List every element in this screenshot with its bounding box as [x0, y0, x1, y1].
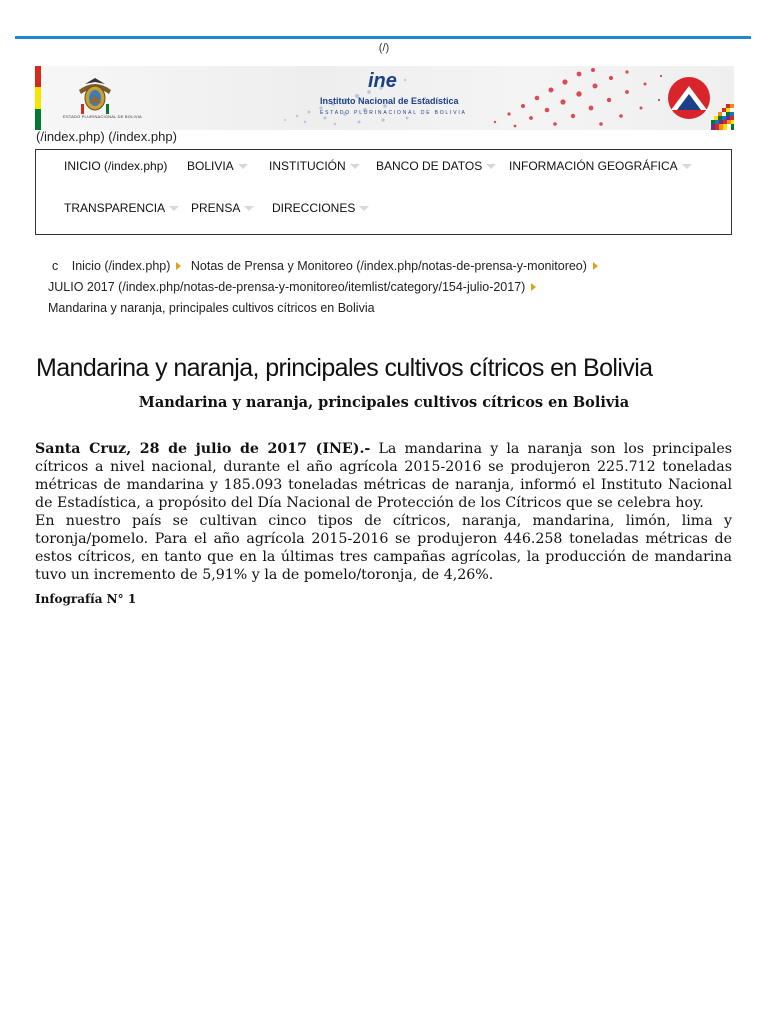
breadcrumb-item-notas[interactable]: Notas de Prensa y Monitoreo (/index.php/notas-de-prensa-y-monitoreo)	[190, 259, 587, 273]
nav-item-institucion[interactable]: INSTITUCIÓN	[269, 159, 360, 173]
nav-item-prensa[interactable]: PRENSA	[191, 201, 254, 215]
breadcrumb	[48, 256, 604, 319]
chevron-down-icon	[350, 164, 360, 169]
article-lead-text: La mandarina y la naranja son los principales cítricos a nivel nacional, durante el año agrícola 2015-2016 se produjeron 225.712 toneladas métricas de mandarina y 185.093 toneladas métricas de naranja, informó el Instituto Nacional de Estadística, a propósito del Día Nacional de Protección de los Cítricos que se celebra hoy.	[35, 441, 733, 511]
nav-item-bolivia[interactable]: BOLIVIA	[187, 159, 248, 173]
breadcrumb-arrow-icon	[593, 262, 598, 270]
article-title: Mandarina y naranja, principales cultivos cítricos en Bolivia	[36, 354, 653, 382]
article-lead-dateline: Santa Cruz, 28 de julio de 2017 (INE).-	[35, 441, 371, 457]
article-lead-paragraph	[35, 440, 732, 512]
chevron-down-icon	[359, 206, 369, 211]
ine-logo-subtitle: ESTADO PLURINACIONAL DE BOLIVIA	[320, 110, 467, 116]
nav-item-direcciones[interactable]: DIRECCIONES	[272, 201, 369, 215]
mountain-emblem-icon	[667, 76, 711, 120]
bolivia-flag-strip	[35, 66, 41, 130]
chevron-down-icon	[682, 164, 692, 169]
wiphala-icon	[711, 104, 734, 130]
breadcrumb-arrow-icon	[531, 283, 536, 291]
coat-of-arms-icon[interactable]	[75, 76, 115, 116]
breadcrumb-prefix: c	[52, 259, 59, 273]
breadcrumb-arrow-icon	[176, 262, 181, 270]
infografia-label: Infografía N° 1	[35, 592, 137, 606]
breadcrumb-item-inicio[interactable]: Inicio (/index.php)	[71, 259, 171, 273]
chevron-down-icon	[486, 164, 496, 169]
nav-item-informacion-geografica[interactable]: INFORMACIÓN GEOGRÁFICA	[509, 159, 692, 173]
article-paragraph: En nuestro país se cultivan cinco tipos de cítricos, naranja, mandarina, limón, lima y toronja/pomelo. Para el año agrícola 2015-2016 se produjeron 446.258 toneladas métricas de estos cítricos, en tanto que en la últimas tres campañas agrícolas, la producción de mandarina tuvo un incremento de 5,91% y la de pomelo/toronja, de 4,26%.	[35, 513, 732, 583]
breadcrumb-item-current: Mandarina y naranja, principales cultivos cítricos en Bolivia	[48, 301, 375, 315]
top-rule	[15, 36, 751, 39]
ine-logo-name[interactable]: Instituto Nacional de Estadística	[320, 96, 459, 106]
chevron-down-icon	[169, 206, 179, 211]
breadcrumb-item-julio-2017[interactable]: JULIO 2017 (/index.php/notas-de-prensa-y-monitoreo/itemlist/category/154-julio-2017)	[48, 280, 526, 294]
article-subtitle: Mandarina y naranja, principales cultivos cítricos en Bolivia	[138, 394, 630, 411]
ine-logo-word[interactable]: ine	[368, 70, 397, 92]
chevron-down-icon	[238, 164, 248, 169]
main-navigation	[35, 149, 732, 235]
nav-item-banco-de-datos[interactable]: BANCO DE DATOS	[376, 159, 496, 173]
nav-item-inicio[interactable]: INICIO (/index.php)	[64, 159, 168, 173]
article-body	[35, 440, 732, 584]
coat-caption: ESTADO PLURINACIONAL DE BOLIVIA	[63, 114, 142, 119]
dots-decoration-right	[475, 66, 675, 130]
nav-item-transparencia[interactable]: TRANSPARENCIA	[64, 201, 179, 215]
index-links[interactable]: (/index.php) (/index.php)	[36, 129, 177, 144]
root-link[interactable]: (/)	[378, 42, 390, 54]
header-banner	[35, 66, 734, 130]
chevron-down-icon	[244, 206, 254, 211]
